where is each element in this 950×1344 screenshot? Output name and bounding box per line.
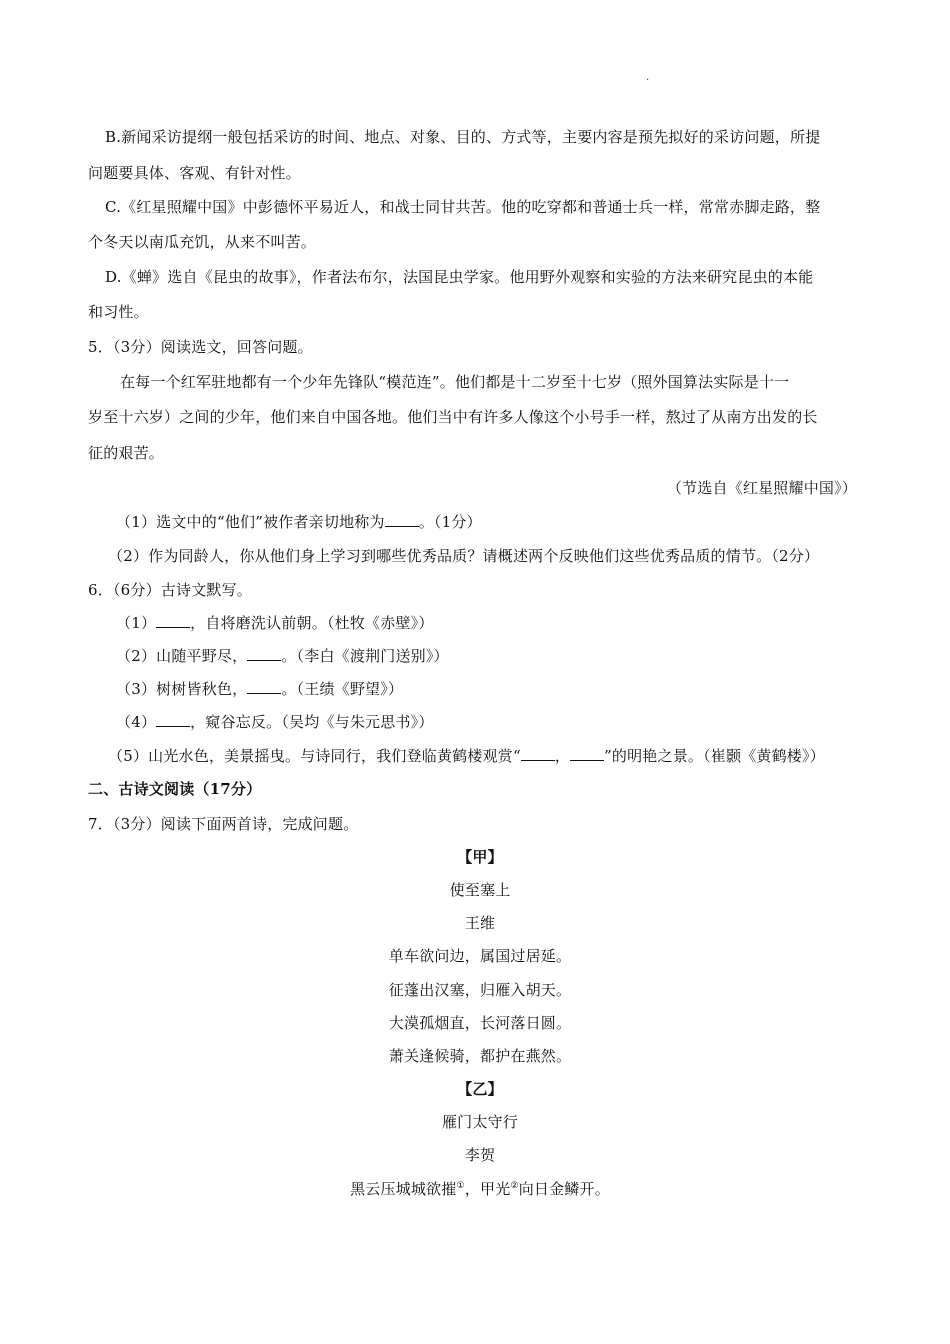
- option-d-line-2: 和习性。: [88, 303, 149, 321]
- poem-a-title: 使至塞上: [449, 881, 511, 899]
- footnote-marker-1: ①: [456, 1181, 465, 1191]
- answer-blank[interactable]: [247, 646, 281, 661]
- poem-a-line-3: 大漠孤烟直，长河落日圆。: [388, 1014, 572, 1032]
- q6-item-4-text: ，窥谷忘反。（吴均《与朱元思书》）: [190, 713, 434, 731]
- q6-item-4: [116, 712, 896, 732]
- question-6-title: 6．（6分）古诗文默写。: [88, 581, 252, 599]
- q6-item-5: [108, 746, 888, 766]
- q5-sub1-points: 。（1分）: [418, 513, 482, 531]
- answer-blank[interactable]: [156, 613, 190, 628]
- answer-blank[interactable]: [385, 512, 419, 527]
- q6-item-4-number: （4）: [116, 713, 157, 731]
- answer-blank[interactable]: [521, 746, 555, 761]
- q5-sub1-text: （1）选文中的“他们”被作者亲切地称为: [116, 513, 385, 531]
- poem-b-author: 李贺: [464, 1146, 496, 1164]
- option-c-line-2: 个冬天以南瓜充饥，从来不叫苦。: [88, 233, 317, 251]
- answer-blank[interactable]: [156, 712, 190, 727]
- poem-b-title: 雁门太守行: [441, 1113, 518, 1131]
- q6-item-2-source: 。（李白《渡荆门送别》）: [281, 647, 449, 665]
- q6-item-3-text: （3）树树皆秋色，: [116, 680, 248, 698]
- poem-b-label: 【乙】: [457, 1080, 503, 1098]
- q6-item-3-source: 。（王绩《野望》）: [281, 680, 404, 698]
- poem-b-line-1-part-3: 向日金鳞开。: [518, 1180, 610, 1198]
- header-mark: .: [646, 72, 650, 83]
- footnote-marker-2: ②: [510, 1181, 519, 1191]
- q6-item-5-text: （5）山光水色，美景摇曳。与诗同行，我们登临黄鹤楼观赏“: [108, 747, 521, 765]
- q6-item-1: [116, 613, 896, 633]
- poem-a-line-4: 萧关逢候骑，都护在燕然。: [388, 1047, 572, 1065]
- poem-b-line-1: [0, 1179, 950, 1199]
- q6-item-2-text: （2）山随平野尽，: [116, 647, 248, 665]
- option-c-line-1: C.《红星照耀中国》中彭德怀平易近人，和战士同甘共苦。他的吃穿都和普通士兵一样，常常赤脚走路，整: [105, 198, 821, 216]
- q6-item-1-text: ，自将磨洗认前朝。（杜牧《赤壁》）: [190, 614, 434, 632]
- q5-sub-question-2: （2）作为同龄人，你从他们身上学习到哪些优秀品质？请概述两个反映他们这些优秀品质的情节。（2分）: [108, 547, 820, 565]
- question-7-title: 7．（3分）阅读下面两首诗，完成问题。: [88, 815, 359, 833]
- q5-passage-line-3: 征的艰苦。: [88, 444, 165, 462]
- q5-passage-line-2: 岁至十六岁）之间的少年，他们来自中国各地。他们当中有许多人像这个小号手一样，熬过了从南方出发的长: [88, 408, 818, 426]
- q5-source: （节选自《红星照耀中国》）: [666, 479, 857, 497]
- poem-a-line-1: 单车欲问边，属国过居延。: [388, 947, 572, 965]
- answer-blank[interactable]: [247, 679, 281, 694]
- q6-item-5-source: ”的明艳之景。（崔颢《黄鹤楼》）: [604, 747, 825, 765]
- q6-item-1-number: （1）: [116, 614, 157, 632]
- q5-sub-question-1: [116, 512, 896, 532]
- poem-a-label: 【甲】: [457, 848, 503, 866]
- poem-a-line-2: 征蓬出汉塞，归雁入胡天。: [388, 981, 572, 999]
- q6-item-2: [116, 646, 896, 666]
- poem-b-line-1-part-1: 黑云压城城欲摧: [350, 1180, 457, 1198]
- option-b-line-2: 问题要具体、客观、有针对性。: [88, 164, 301, 182]
- poem-a-author: 王维: [464, 914, 496, 932]
- section-2-heading: 二、古诗文阅读（17分）: [88, 780, 262, 798]
- q5-passage-line-1: 在每一个红军驻地都有一个少年先锋队“模范连”。他们都是十二岁至十七岁（照外国算法实际是十一: [120, 373, 790, 391]
- q6-item-3: [116, 679, 896, 699]
- option-b-line-1: B.新闻采访提纲一般包括采访的时间、地点、对象、目的、方式等，主要内容是预先拟好的采访问题，所提: [105, 128, 821, 146]
- answer-blank[interactable]: [570, 746, 604, 761]
- poem-b-line-1-part-2: ，甲光: [464, 1180, 511, 1198]
- q6-item-5-comma: ，: [554, 747, 571, 765]
- option-d-line-1: D.《蝉》选自《昆虫的故事》，作者法布尔，法国昆虫学家。他用野外观察和实验的方法来研究昆虫的本能: [105, 268, 814, 286]
- question-5-title: 5．（3分）阅读选文，回答问题。: [88, 338, 313, 356]
